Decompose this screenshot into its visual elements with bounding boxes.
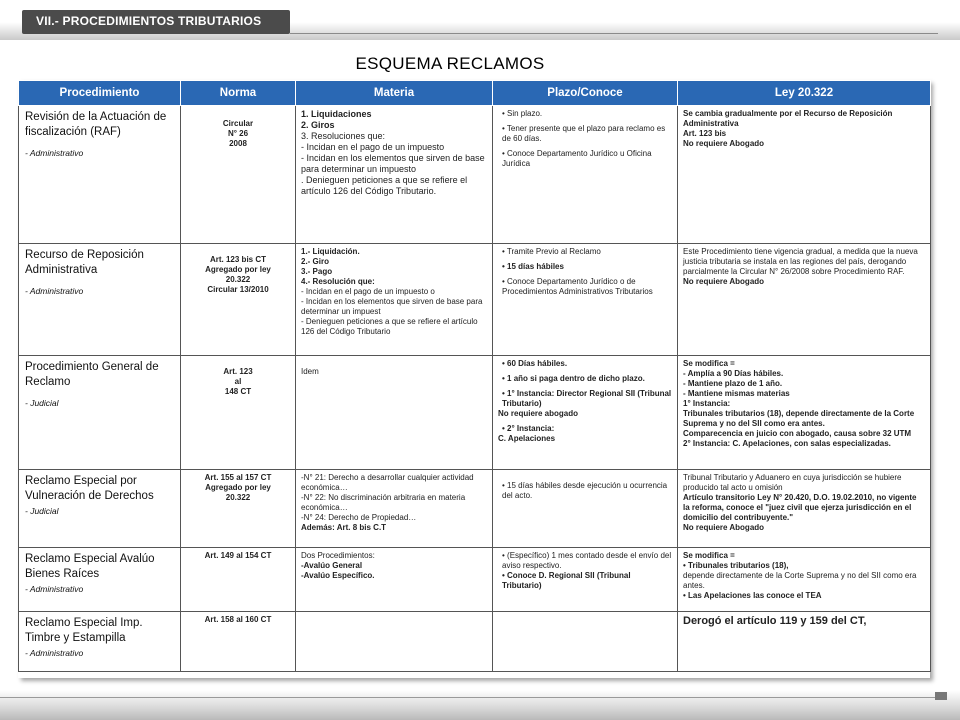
plazo-cell xyxy=(493,356,678,470)
materia-line: Además: Art. 8 bis C.T xyxy=(301,523,387,532)
materia-line: - Incidan en el pago de un impuesto o xyxy=(301,287,435,296)
ley-cell xyxy=(678,106,931,244)
procedimiento-cell xyxy=(19,356,181,470)
materia-line: -Avalúo Específico. xyxy=(301,571,375,580)
ley-line: Derogó el artículo 119 y 159 del CT, xyxy=(683,615,867,627)
norma-line: Circular xyxy=(222,119,254,128)
norma-line: Art. 149 al 154 CT xyxy=(204,551,272,560)
plazo-line: C. Apelaciones xyxy=(498,434,556,443)
bottom-marker xyxy=(935,692,947,700)
ley-line: - Mantiene plazo de 1 año. xyxy=(683,379,783,388)
ley-line: • Tribunales tributarios (18), xyxy=(683,561,789,570)
procedimiento-cell xyxy=(19,106,181,244)
procedimiento-name: Procedimiento General de Reclamo xyxy=(25,361,159,388)
materia-cell xyxy=(296,612,493,672)
procedimiento-name: Reclamo Especial Avalúo Bienes Raíces xyxy=(25,553,155,580)
procedimiento-cell xyxy=(19,470,181,548)
materia-line: Idem xyxy=(301,367,319,376)
plazo-line: • Conoce Departamento Jurídico o de Procedimientos Administrativos Tributarios xyxy=(502,277,653,296)
norma-line: Art. 155 al 157 CT xyxy=(204,473,272,482)
table-row xyxy=(19,356,931,470)
ley-line: 1° Instancia: xyxy=(683,399,731,408)
materia-cell xyxy=(296,106,493,244)
norma-cell xyxy=(181,106,296,244)
materia-line: -N° 24: Derecho de Propiedad… xyxy=(301,513,417,522)
norma-cell xyxy=(181,612,296,672)
ley-line: Art. 123 bis xyxy=(683,129,727,138)
plazo-line: • (Específico) 1 mes contado desde el envío del aviso respectivo. xyxy=(502,551,672,570)
materia-cell xyxy=(296,244,493,356)
materia-cell xyxy=(296,470,493,548)
ley-line: Este Procedimiento tiene vigencia gradual, a medida que la nueva justicia tributaria se instala en las regiones del país, derogando parcialmente la Circular N° 26/2008 sobre Procedimiento RAF. xyxy=(683,247,918,276)
section-title: VII.- PROCEDIMIENTOS TRIBUTARIOS xyxy=(36,14,262,28)
norma-line: 148 CT xyxy=(224,387,252,396)
norma-line: Art. 123 xyxy=(223,367,253,376)
norma-line: Agregado por ley xyxy=(205,483,271,492)
ley-cell xyxy=(678,244,931,356)
table-header-row xyxy=(19,81,931,106)
materia-line: Dos Procedimientos: xyxy=(301,551,375,560)
plazo-cell xyxy=(493,106,678,244)
col-header-procedimiento: Procedimiento xyxy=(19,81,181,106)
ley-line: No requiere Abogado xyxy=(683,139,765,148)
materia-cell xyxy=(296,356,493,470)
procedimiento-cell xyxy=(19,244,181,356)
norma-cell xyxy=(181,470,296,548)
procedimiento-type: - Administrativo xyxy=(25,584,84,594)
plazo-line: • Tramite Previo al Reclamo xyxy=(502,247,601,256)
table-row xyxy=(19,470,931,548)
ley-line: depende directamente de la Corte Suprema y no del SII como era antes. xyxy=(683,571,917,590)
norma-line: 20.322 xyxy=(225,493,251,502)
table-row xyxy=(19,612,931,672)
norma-cell xyxy=(181,244,296,356)
top-rule xyxy=(290,33,938,34)
ley-line: Se modifica = xyxy=(683,359,735,368)
procedimiento-type: - Administrativo xyxy=(25,286,84,296)
col-header-norma: Norma xyxy=(181,81,296,106)
materia-line: . Denieguen peticiones a que se refiere el artículo 126 del Código Tributario. xyxy=(301,175,468,196)
ley-cell xyxy=(678,548,931,612)
procedimiento-type: - Judicial xyxy=(25,398,59,408)
norma-line: Circular 13/2010 xyxy=(207,285,269,294)
ley-line: - Mantiene mismas materias xyxy=(683,389,790,398)
norma-line: 20.322 xyxy=(225,275,251,284)
page-title: ESQUEMA RECLAMOS xyxy=(355,54,545,73)
ley-cell xyxy=(678,470,931,548)
plazo-cell xyxy=(493,244,678,356)
norma-line: Art. 158 al 160 CT xyxy=(204,615,272,624)
ley-line: No requiere Abogado xyxy=(683,277,765,286)
reclamos-table xyxy=(18,80,931,672)
norma-cell xyxy=(181,356,296,470)
table-row xyxy=(19,106,931,244)
materia-line: - Incidan en el pago de un impuesto xyxy=(301,142,445,152)
ley-line: • Las Apelaciones las conoce el TEA xyxy=(683,591,822,600)
ley-line: - Amplía a 90 Días hábiles. xyxy=(683,369,784,378)
procedimiento-type: - Administrativo xyxy=(25,648,84,658)
materia-line: 1. Liquidaciones xyxy=(301,109,372,119)
plazo-line: • 15 días hábiles xyxy=(502,262,564,271)
plazo-line: • Sin plazo. xyxy=(502,109,543,118)
plazo-cell xyxy=(493,548,678,612)
norma-line: N° 26 xyxy=(227,129,249,138)
materia-line: 1.- Liquidación. xyxy=(301,247,360,256)
ley-cell xyxy=(678,356,931,470)
materia-line: 2. Giros xyxy=(301,120,335,130)
norma-line: al xyxy=(234,377,242,386)
procedimiento-type: - Judicial xyxy=(25,506,59,516)
procedimiento-name: Reclamo Especial por Vulneración de Derechos xyxy=(25,475,154,502)
ley-line: Se cambia gradualmente por el Recurso de Reposición Administrativa xyxy=(683,109,893,128)
table-row xyxy=(19,548,931,612)
materia-line: - Incidan en los elementos que sirven de base para determinar un impuesto xyxy=(301,153,485,174)
plazo-line: • 1 año si paga dentro de dicho plazo. xyxy=(502,374,645,383)
ley-line: Tribunal Tributario y Aduanero en cuya jurisdicción se hubiere producido tal acto u omisión xyxy=(683,473,902,492)
materia-line: -Avalúo General xyxy=(301,561,363,570)
norma-line: 2008 xyxy=(229,139,247,148)
bottom-rule xyxy=(0,697,935,698)
norma-line: Agregado por ley xyxy=(205,265,271,274)
plazo-cell xyxy=(493,612,678,672)
plazo-line: • 15 días hábiles desde ejecución u ocurrencia del acto. xyxy=(502,481,668,500)
materia-line: -N° 22: No discriminación arbitraria en materia económica… xyxy=(301,493,466,512)
plazo-line: • Conoce Departamento Jurídico u Oficina Jurídica xyxy=(502,149,652,168)
plazo-line: • 2° Instancia: xyxy=(502,424,555,433)
materia-line: 4.- Resolución que: xyxy=(301,277,375,286)
col-header-ley: Ley 20.322 xyxy=(678,81,931,106)
materia-line: 3. Resoluciones que: xyxy=(301,131,386,141)
col-header-plazo: Plazo/Conoce xyxy=(493,81,678,106)
ley-line: 2° Instancia: C. Apelaciones, con salas especializadas. xyxy=(683,439,891,448)
procedimiento-cell xyxy=(19,548,181,612)
ley-line: Artículo transitorio Ley N° 20.420, D.O. 19.02.2010, no vigente la reforma, conoce el "juez civil que ejerza jurisdicción en el domicilio del contribuyente." xyxy=(683,493,917,522)
procedimiento-type: - Administrativo xyxy=(25,148,84,158)
plazo-line: • 1° Instancia: Director Regional SII (Tribunal Tributario) xyxy=(502,389,672,408)
procedimiento-name: Recurso de Reposición Administrativa xyxy=(25,249,144,276)
plazo-cell xyxy=(493,470,678,548)
procedimiento-name: Revisión de la Actuación de fiscalización (RAF) xyxy=(25,111,167,138)
materia-line: - Incidan en los elementos que sirven de base para determinar un impuest xyxy=(301,297,483,316)
ley-line: Tribunales tributarios (18), depende directamente de la Corte Suprema y no del SII como era antes. xyxy=(683,409,915,428)
table-row xyxy=(19,244,931,356)
materia-line: - Denieguen peticiones a que se refiere el artículo 126 del Código Tributario xyxy=(301,317,478,336)
plazo-line: • Conoce D. Regional SII (Tribunal Tributario) xyxy=(502,571,631,590)
reclamos-table-frame xyxy=(18,80,930,678)
materia-line: 3.- Pago xyxy=(301,267,333,276)
procedimiento-name: Reclamo Especial Imp. Timbre y Estampilla xyxy=(25,617,143,644)
norma-line: Art. 123 bis CT xyxy=(209,255,266,264)
plazo-line: • Tener presente que el plazo para reclamo es de 60 días. xyxy=(502,124,666,143)
materia-cell xyxy=(296,548,493,612)
materia-line: 2.- Giro xyxy=(301,257,330,266)
plazo-line: No requiere abogado xyxy=(498,409,579,418)
bottom-banner xyxy=(0,690,960,720)
ley-line: Comparecencia en juicio con abogado, causa sobre 32 UTM xyxy=(683,429,912,438)
materia-line: -N° 21: Derecho a desarrollar cualquier actividad económica… xyxy=(301,473,474,492)
col-header-materia: Materia xyxy=(296,81,493,106)
plazo-line: • 60 Días hábiles. xyxy=(502,359,568,368)
procedimiento-cell xyxy=(19,612,181,672)
ley-line: No requiere Abogado xyxy=(683,523,765,532)
ley-cell xyxy=(678,612,931,672)
ley-line: Se modifica = xyxy=(683,551,735,560)
norma-cell xyxy=(181,548,296,612)
